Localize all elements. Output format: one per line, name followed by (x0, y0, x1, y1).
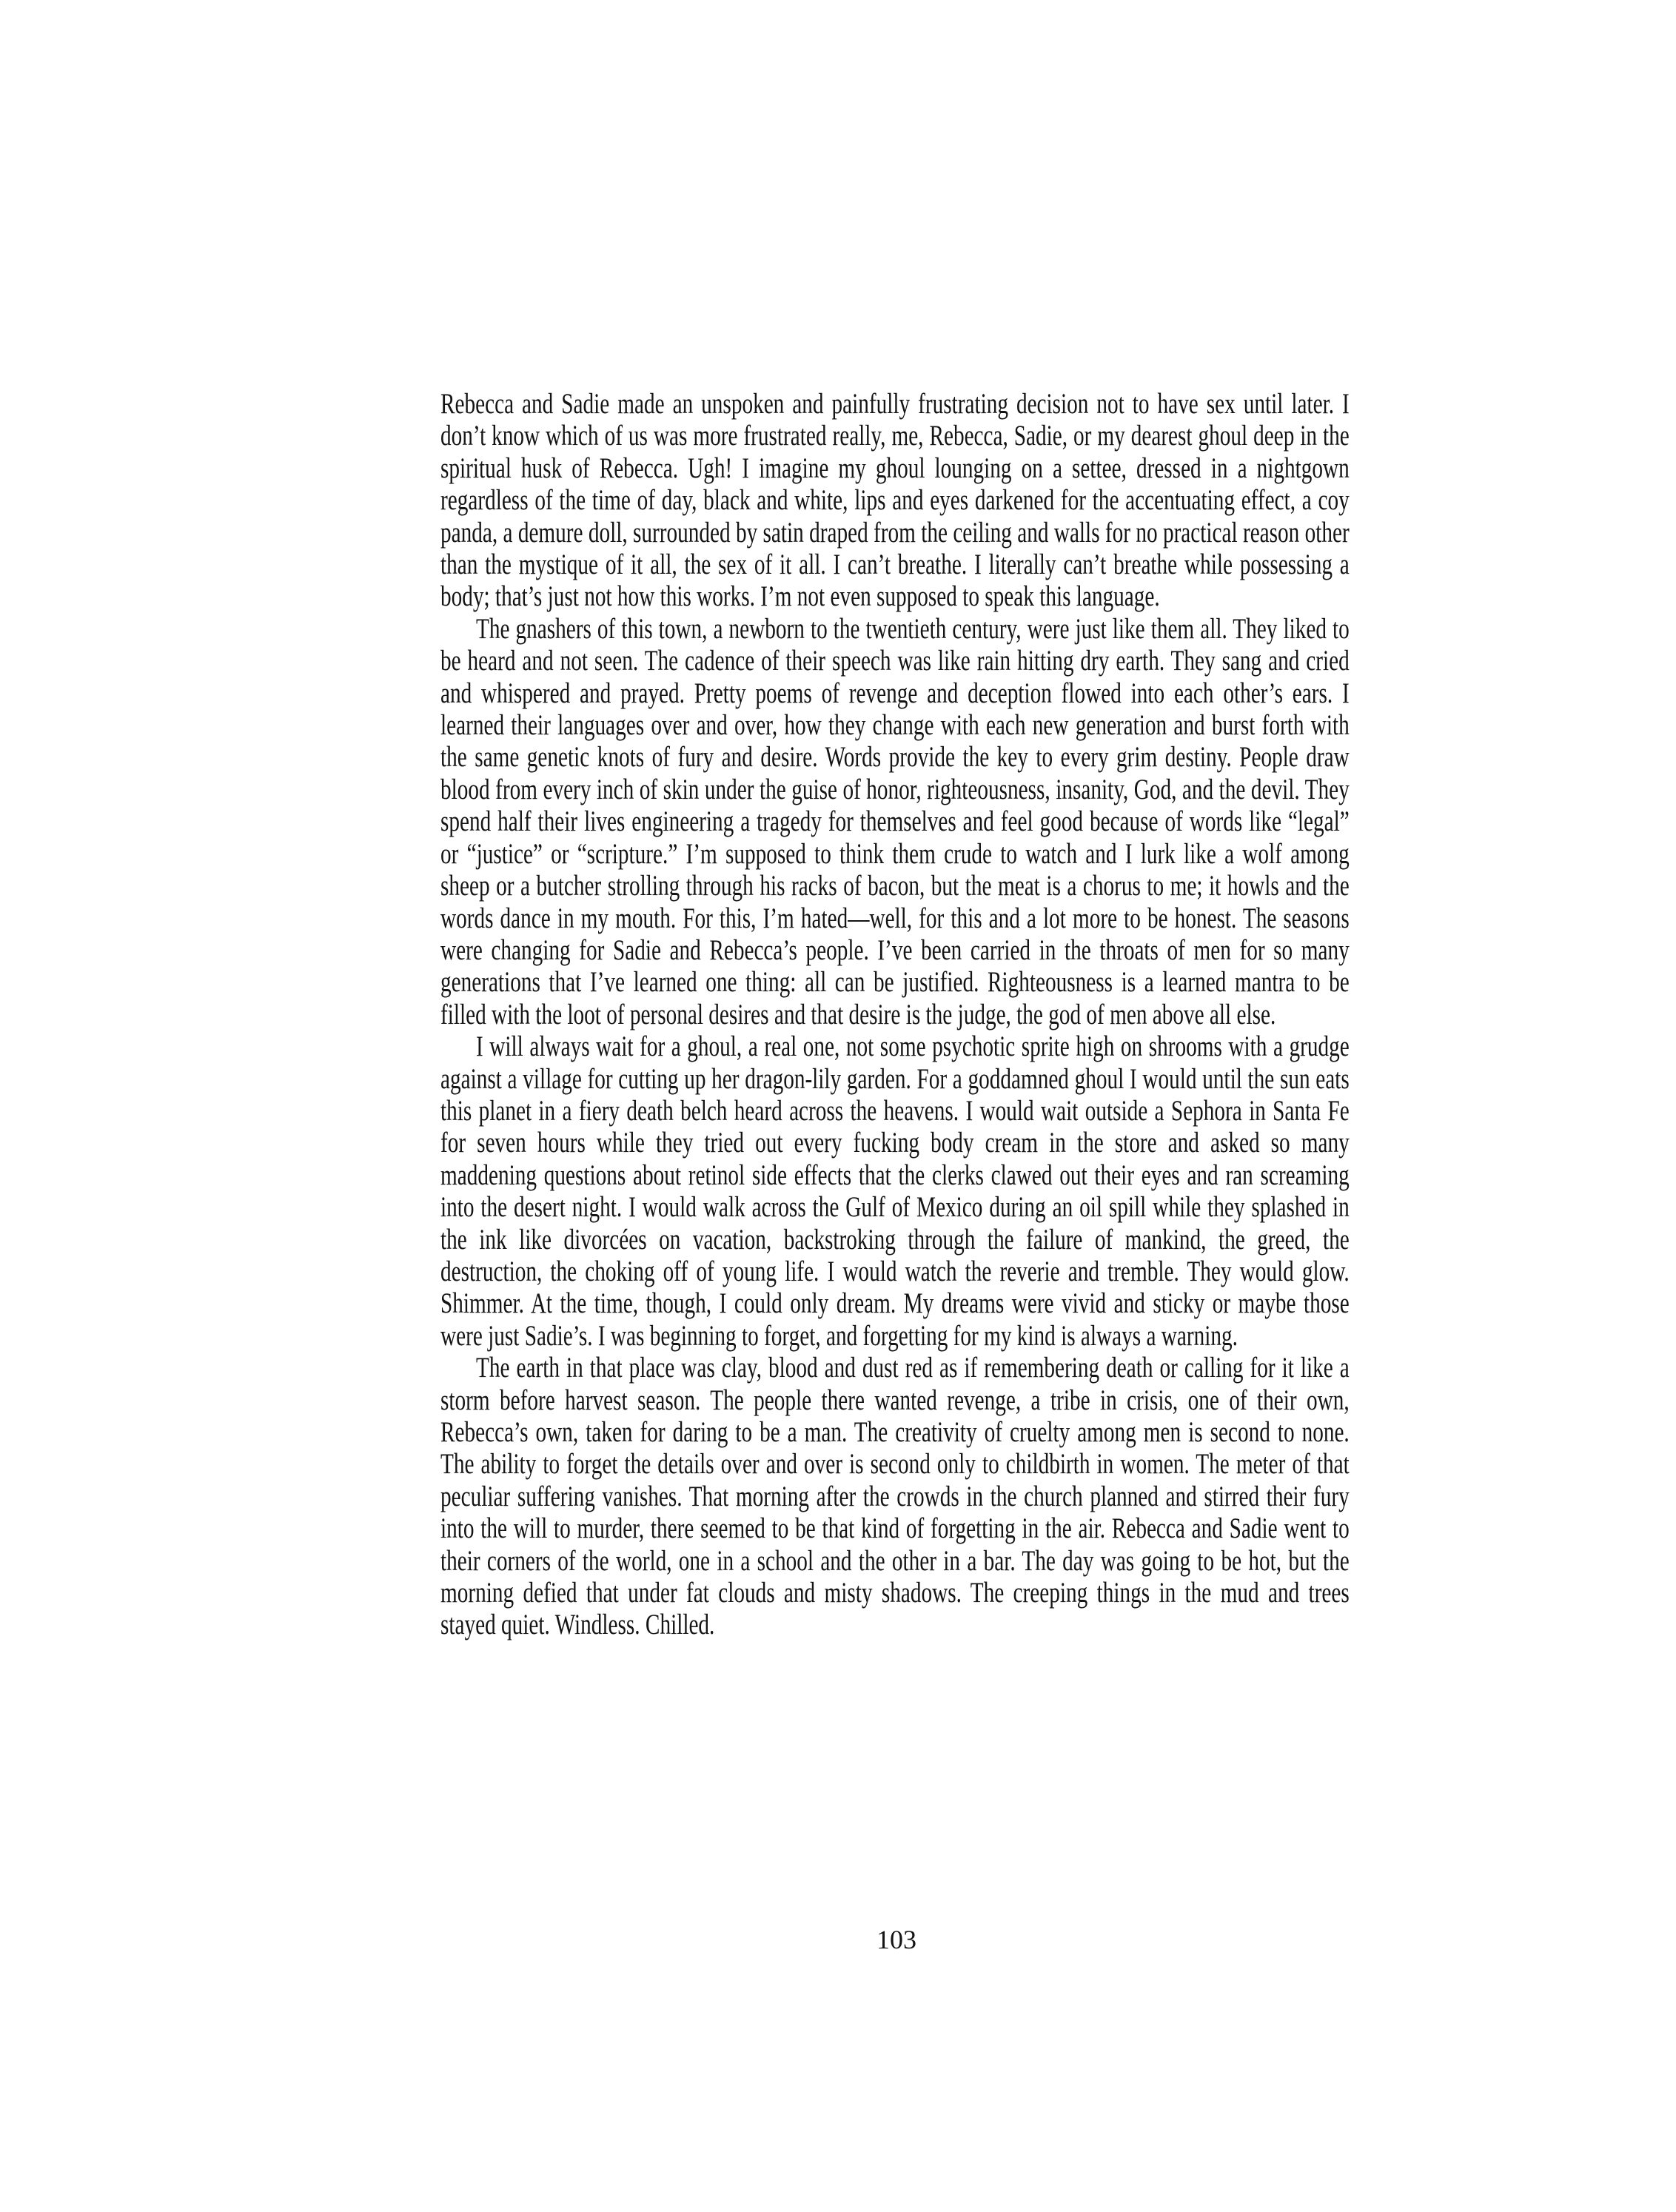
body-paragraph-4: The earth in that place was clay, blood and dust red as if remembering death or calling for it like a storm before harvest season. The people there wanted revenge, a tribe in crisis, one of their own, Rebecca’s own, taken for daring to be a man. The creativity of cruelty among men is second to none. The ability to forget the details over and over is second only to childbirth in women. The meter of that peculiar suffering vanishes. That morning after the crowds in the church planned and stirred their fury into the will to murder, there seemed to be that kind of forgetting in the air. Rebecca and Sadie went to their corners of the world, one in a school and the other in a bar. The day was going to be hot, but the morning defied that under fat clouds and misty shadows. The creeping things in the mud and trees stayed quiet. Windless. Chilled. (440, 1352, 1350, 1641)
body-paragraph-1: Rebecca and Sadie made an unspoken and painfully frustrating decision not to have sex until later. I don’t know which of us was more frustrated really, me, Rebecca, Sadie, or my dearest ghoul deep in the spiritual husk of Rebecca. Ugh! I imagine my ghoul lounging on a settee, dressed in a nightgown regardless of the time of day, black and white, lips and eyes darkened for the accentuating effect, a coy panda, a demure doll, surrounded by satin draped from the ceiling and walls for no practical reason other than the mystique of it all, the sex of it all. I can’t breathe. I literally can’t breathe while possessing a body; that’s just not how this works. I’m not even supposed to speak this language. (440, 388, 1350, 613)
page-number: 103 (876, 1925, 916, 1954)
body-text-block (440, 388, 1350, 1641)
body-paragraph-2: The gnashers of this town, a newborn to the twentieth century, were just like them all. They liked to be heard and not seen. The cadence of their speech was like rain hitting dry earth. They sang and cried and whispered and prayed. Pretty poems of revenge and deception flowed into each other’s ears. I learned their languages over and over, how they change with each new generation and burst forth with the same genetic knots of fury and desire. Words provide the key to every grim destiny. People draw blood from every inch of skin under the guise of honor, righteousness, insanity, God, and the devil. They spend half their lives engineering a tragedy for themselves and feel good because of words like “legal” or “justice” or “scripture.” I’m supposed to think them crude to watch and I lurk like a wolf among sheep or a butcher strolling through his racks of bacon, but the meat is a chorus to me; it howls and the words dance in my mouth. For this, I’m hated—well, for this and a lot more to be honest. The seasons were changing for Sadie and Rebecca’s people. I’ve been carried in the throats of men for so many generations that I’ve learned one thing: all can be justified. Righteousness is a learned mantra to be filled with the loot of personal desires and that desire is the judge, the god of men above all else. (440, 612, 1350, 1030)
body-paragraph-3: I will always wait for a ghoul, a real one, not some psychotic sprite high on shrooms with a grudge against a village for cutting up her dragon-lily garden. For a goddamned ghoul I would until the sun eats this planet in a fiery death belch heard across the heavens. I would wait outside a Sephora in Santa Fe for seven hours while they tried out every fucking body cream in the store and asked so many maddening questions about retinol side effects that the clerks clawed out their eyes and ran screaming into the desert night. I would walk across the Gulf of Mexico during an oil spill while they splashed in the ink like divorcées on vacation, backstroking through the failure of mankind, the greed, the destruction, the choking off of young life. I would watch the reverie and tremble. They would glow. Shimmer. At the time, though, I could only dream. My dreams were vivid and sticky or maybe those were just Sadie’s. I was beginning to forget, and forgetting for my kind is always a warning. (440, 1030, 1350, 1352)
